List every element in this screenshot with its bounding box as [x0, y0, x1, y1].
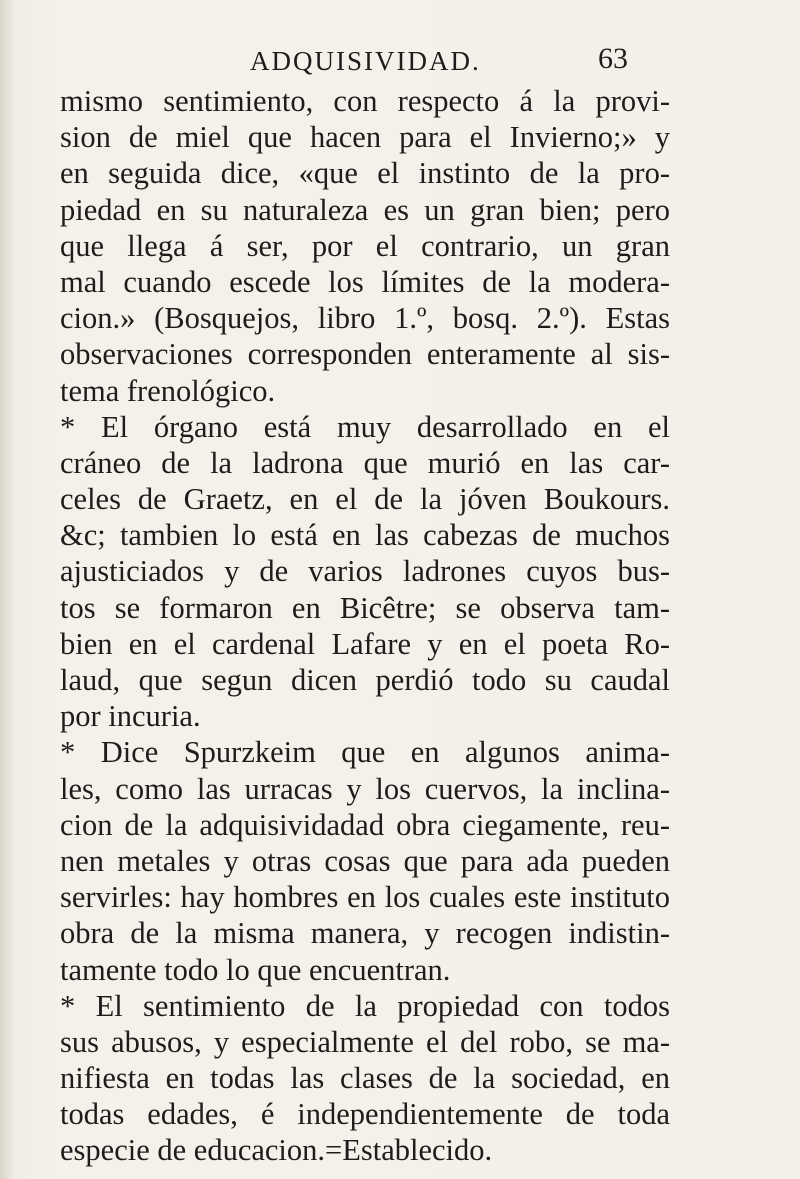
text-line: sus abusos, y especialmente el del robo, se ma-: [60, 1024, 670, 1059]
text-line: mismo sentimiento, con respecto á la provi-: [60, 84, 670, 118]
text-line: sion de miel que hacen para el Invierno;» y: [60, 120, 670, 155]
page-number: 63: [598, 42, 628, 75]
text-line: cion de la adquisividadad obra ciegamente, reu-: [60, 807, 670, 842]
text-line: * El órgano está muy desarrollado en el: [60, 409, 670, 444]
text-line: cráneo de la ladrona que murió en las car-: [60, 445, 670, 480]
text-line: les, como las urracas y los cuervos, la inclina-: [60, 771, 670, 806]
text-line: tamente todo lo que encuentran.: [60, 952, 451, 987]
page-gutter: [0, 0, 14, 1179]
text-line: tema frenológico.: [60, 373, 276, 408]
text-line: en seguida dice, «que el instinto de la pro-: [60, 156, 670, 191]
text-line: laud, que segun dicen perdió todo su caudal: [60, 663, 670, 697]
text-line: especie de educacion.=Establecido.: [60, 1133, 493, 1168]
page-header: [60, 42, 670, 82]
text-line: observaciones corresponden enteramente al sis-: [60, 337, 670, 372]
text-line: mal cuando escede los límites de la modera-: [60, 264, 670, 299]
text-line: por incuria.: [60, 699, 201, 734]
text-line: que llega á ser, por el contrario, un gran: [60, 228, 670, 263]
body-text: [60, 83, 670, 1169]
text-line: * El sentimiento de la propiedad con todos: [60, 988, 670, 1023]
text-line: celes de Graetz, en el de la jóven Boukours.: [60, 482, 670, 517]
text-line: piedad en su naturaleza es un gran bien; pero: [60, 192, 670, 227]
running-head: ADQUISIVIDAD.: [250, 46, 481, 76]
text-line: todas edades, é independientemente de toda: [60, 1097, 670, 1132]
text-line: nen metales y otras cosas que para ada pueden: [60, 843, 670, 878]
text-line: cion.» (Bosquejos, libro 1.º, bosq. 2.º). Estas: [60, 301, 670, 336]
text-line: ajusticiados y de varios ladrones cuyos bus-: [60, 554, 670, 589]
text-line: tos se formaron en Bicêtre; se observa tam-: [60, 590, 670, 625]
text-line: servirles: hay hombres en los cuales este instituto: [60, 880, 670, 915]
text-line: nifiesta en todas las clases de la sociedad, en: [60, 1061, 670, 1096]
text-line: obra de la misma manera, y recogen indistin-: [60, 916, 670, 951]
text-line: &c; tambien lo está en las cabezas de muchos: [60, 518, 670, 553]
text-line: * Dice Spurzkeim que en algunos anima-: [60, 735, 670, 770]
text-line: bien en el cardenal Lafare y en el poeta Ro-: [60, 626, 670, 661]
